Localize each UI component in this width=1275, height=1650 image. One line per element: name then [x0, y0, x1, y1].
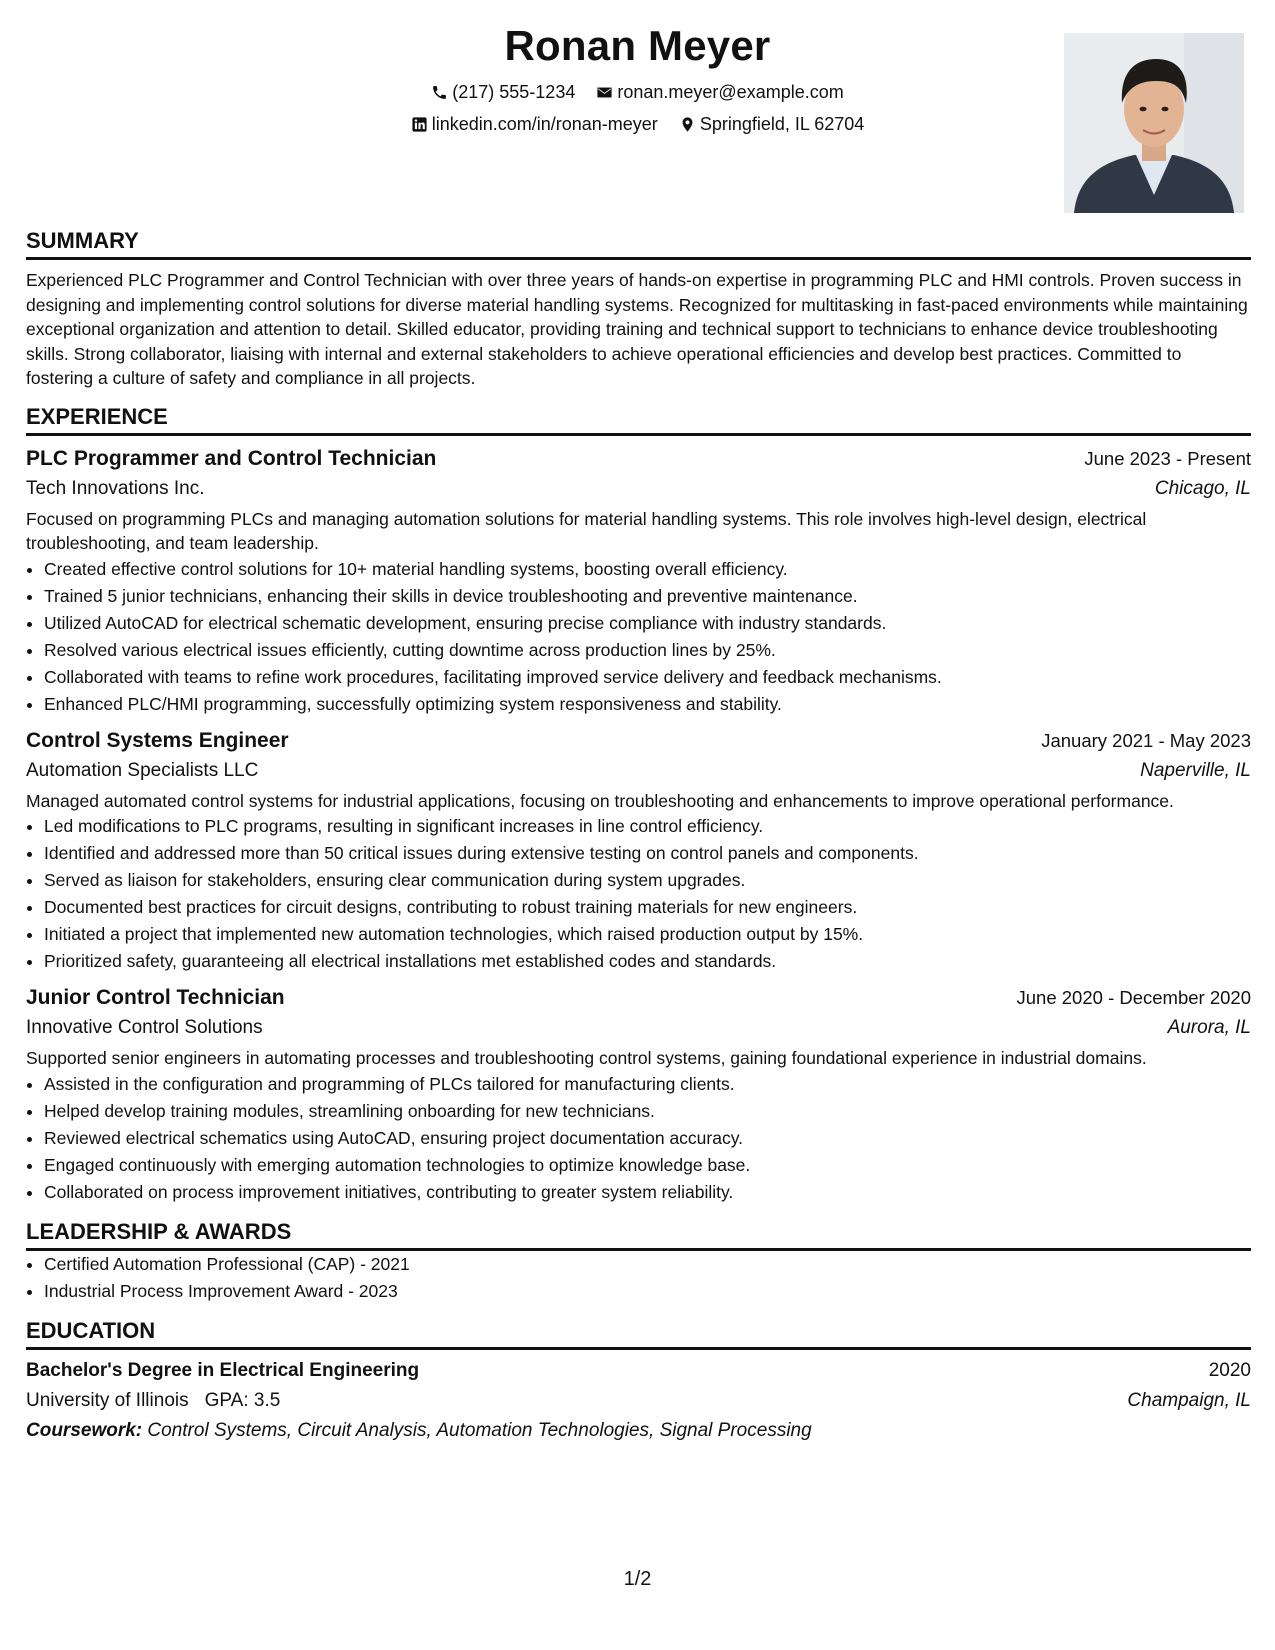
list-item: • Served as liaison for stakeholders, ensuring clear communication during system upgrades. [44, 867, 1251, 894]
coursework-list: Control Systems, Circuit Analysis, Automation Technologies, Signal Processing [147, 1419, 812, 1441]
experience-heading: EXPERIENCE [26, 403, 1251, 436]
gpa: GPA: 3.5 [204, 1389, 281, 1411]
map-pin-icon [679, 116, 696, 133]
list-item: • Led modifications to PLC programs, resulting in significant increases in line control efficiency. [44, 813, 1251, 840]
linkedin-url: linkedin.com/in/ronan-meyer [431, 114, 658, 134]
education-header [26, 1356, 1251, 1386]
job-dates: June 2020 - December 2020 [1016, 987, 1251, 1008]
list-item: • Reviewed electrical schematics using AutoCAD, ensuring project documentation accuracy. [44, 1125, 1251, 1152]
location-text: Springfield, IL 62704 [699, 114, 865, 134]
list-item: • Engaged continuously with emerging automation technologies to optimize knowledge base. [44, 1152, 1251, 1179]
list-item: • Trained 5 junior technicians, enhancing their skills in device troubleshooting and preventive maintenance. [44, 583, 1251, 610]
school-location: Champaign, IL [1127, 1389, 1251, 1411]
job-header [26, 444, 1251, 474]
job-subheader [26, 756, 1251, 786]
list-item: • Enhanced PLC/HMI programming, successfully optimizing system responsiveness and stability. [44, 691, 1251, 718]
list-item: • Documented best practices for circuit designs, contributing to robust training materials for new engineers. [44, 894, 1251, 921]
coursework [26, 1416, 1251, 1446]
list-item: • Resolved various electrical issues efficiently, cutting downtime across production lines by 25%. [44, 637, 1251, 664]
company-name: Automation Specialists LLC [26, 759, 259, 781]
education-heading: EDUCATION [26, 1317, 1251, 1350]
profile-photo [1064, 33, 1244, 213]
linkedin-contact[interactable] [411, 112, 658, 136]
list-item: • Prioritized safety, guaranteeing all electrical installations met established codes and standards. [44, 948, 1251, 975]
page-number: 1/2 [623, 1568, 652, 1590]
list-item: • Identified and addressed more than 50 critical issues during extensive testing on control panels and components. [44, 840, 1251, 867]
job-location: Chicago, IL [1154, 477, 1251, 499]
job-entry [26, 444, 1251, 718]
list-item: • Initiated a project that implemented new automation technologies, which raised production output by 15%. [44, 921, 1251, 948]
job-bullets [26, 556, 1251, 718]
location-contact [679, 112, 864, 136]
job-title: PLC Programmer and Control Technician [26, 446, 437, 470]
list-item: • Created effective control solutions for 10+ material handling systems, boosting overall efficiency. [44, 556, 1251, 583]
summary-heading: SUMMARY [26, 227, 1251, 260]
job-entry [26, 983, 1251, 1206]
job-description: Focused on programming PLCs and managing automation solutions for material handling systems. This role involves high-level design, electrical troubleshooting, and team leadership. [26, 508, 1147, 553]
job-bullets [26, 1071, 1251, 1206]
awards-section [26, 1218, 1251, 1305]
job-header [26, 726, 1251, 756]
awards-heading: LEADERSHIP & AWARDS [26, 1218, 1251, 1251]
email-contact[interactable] [596, 80, 843, 104]
job-dates: January 2021 - May 2023 [1041, 729, 1251, 751]
job-header [26, 983, 1251, 1013]
job-dates: June 2023 - Present [1084, 447, 1251, 469]
company-name: Tech Innovations Inc. [26, 477, 205, 499]
list-item: • Helped develop training modules, streamlining onboarding for new technicians. [44, 1098, 1251, 1125]
job-location: Naperville, IL [1140, 759, 1251, 781]
job-entry [26, 726, 1251, 976]
education-subheader [26, 1386, 1251, 1416]
job-subheader [26, 1013, 1251, 1043]
job-title: Control Systems Engineer [26, 728, 289, 752]
list-item: • Assisted in the configuration and programming of PLCs tailored for manufacturing clients. [44, 1071, 1251, 1098]
company-name: Innovative Control Solutions [26, 1017, 263, 1038]
list-item: • Collaborated on process improvement initiatives, contributing to greater system reliability. [44, 1179, 1251, 1206]
job-description: Managed automated control systems for industrial applications, focusing on troubleshooting and enhancements to improve operational performance. [26, 790, 1174, 811]
graduation-year: 2020 [1208, 1359, 1251, 1381]
list-item: • Certified Automation Professional (CAP) - 2021 [44, 1251, 1251, 1278]
job-location: Aurora, IL [1167, 1017, 1251, 1038]
school-info [26, 1386, 280, 1416]
coursework-label: Coursework: [26, 1419, 143, 1441]
job-title: Junior Control Technician [26, 986, 285, 1009]
job-bullets [26, 813, 1251, 975]
degree-name: Bachelor's Degree in Electrical Engineering [26, 1359, 420, 1381]
candidate-name: Ronan Meyer [504, 22, 771, 69]
job-subheader [26, 474, 1251, 504]
summary-text: Experienced PLC Programmer and Control Technician with over three years of hands-on expertise in programming PLC and HMI controls. Proven success in designing and implementing control solutions for diverse material handling systems. Recognized for multitasking in fast-paced environments while maintaining exceptional organization and attention to detail. Skilled educator, providing training and technical support to technicians to enhance device troubleshooting skills. Strong collaborator, liaising with internal and external stakeholders to achieve operational efficiencies and develop best practices. Committed to fostering a culture of safety and compliance in all projects. [26, 270, 1248, 388]
list-item: • Collaborated with teams to refine work procedures, facilitating improved service delivery and feedback mechanisms. [44, 664, 1251, 691]
resume-body [26, 227, 1251, 1458]
school-name: University of Illinois [26, 1389, 189, 1411]
phone-contact [431, 80, 575, 104]
phone-number: (217) 555-1234 [452, 82, 576, 102]
awards-list [26, 1251, 1251, 1305]
email-address: ronan.meyer@example.com [617, 82, 844, 102]
job-description: Supported senior engineers in automating processes and troubleshooting control systems, gaining foundational experience in industrial domains. [26, 1048, 1147, 1068]
linkedin-icon [411, 116, 428, 133]
resume-header [0, 0, 1275, 220]
list-item: • Industrial Process Improvement Award - 2023 [44, 1278, 1251, 1305]
summary-section [26, 227, 1251, 391]
experience-section [26, 403, 1251, 1206]
phone-icon [431, 84, 448, 101]
envelope-icon [596, 84, 613, 101]
list-item: • Utilized AutoCAD for electrical schematic development, ensuring precise compliance with industry standards. [44, 610, 1251, 637]
education-section [26, 1317, 1251, 1446]
